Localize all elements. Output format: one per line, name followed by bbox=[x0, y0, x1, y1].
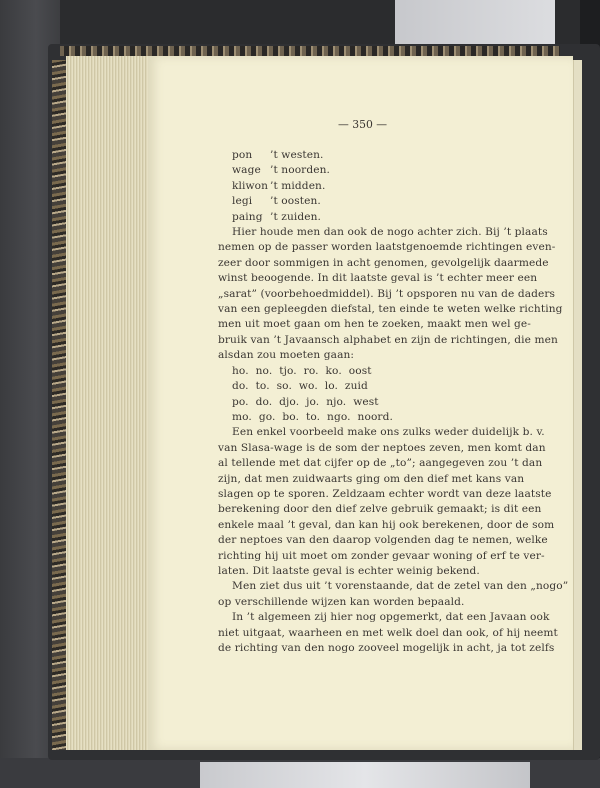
text-line: de richting van den nogo zooveel mogelijk in acht, ja tot zelfs bbox=[218, 642, 555, 654]
direction-word: paing bbox=[232, 210, 263, 223]
text-line: Een enkel voorbeeld make ons zulks weder duidelijk b. v. bbox=[232, 426, 545, 439]
text-line: alsdan zou moeten gaan: bbox=[218, 349, 355, 362]
text-line: men uit moet gaan om hen te zoeken, maakt men wel ge- bbox=[218, 318, 531, 331]
text-line: winst beoogende. In dit laatste geval is ’t echter meer een bbox=[218, 272, 538, 285]
page-number: — 350 — bbox=[338, 118, 388, 131]
direction-value: ’t noorden. bbox=[270, 164, 330, 177]
direction-row bbox=[218, 148, 514, 163]
syllable-row: do. to. so. wo. lo. zuid bbox=[232, 380, 368, 393]
text-line: laten. Dit laatste geval is echter weinig bekend. bbox=[218, 564, 480, 577]
marbled-top-edge bbox=[60, 46, 560, 56]
text-line: niet uitgaat, waarheen en met welk doel dan ook, of hij neemt bbox=[218, 626, 558, 639]
text-line: zeer door sommigen in acht genomen, gevolgelijk daarmede bbox=[218, 256, 549, 269]
page-edges bbox=[66, 56, 149, 750]
direction-value: ’t zuiden. bbox=[270, 210, 322, 223]
background-bottom-strip bbox=[200, 762, 530, 788]
syllable-row: po. do. djo. jo. njo. west bbox=[232, 395, 379, 408]
text-line: berekening door den dief zelve gebruik gemaakt; is dit een bbox=[218, 503, 542, 516]
direction-value: ’t westen. bbox=[270, 149, 324, 161]
background-top-strip bbox=[395, 0, 555, 48]
page-text bbox=[218, 148, 569, 656]
text-line: nemen op de passer worden laatstgenoemde richtingen even- bbox=[218, 241, 556, 254]
direction-row bbox=[218, 179, 514, 194]
syllable-row: mo. go. bo. to. ngo. noord. bbox=[232, 410, 393, 423]
text-line: Hier houde men dan ook de nogo achter zich. Bij ’t plaats bbox=[232, 226, 548, 239]
text-line: van een gepleegden diefstal, ten einde te weten welke richting bbox=[218, 303, 563, 316]
text-line: richting hij uit moet om zonder gevaar woning of erf te ver- bbox=[218, 549, 545, 562]
text-line: slagen op te sporen. Zeldzaam echter wordt van deze laatste bbox=[218, 487, 552, 500]
marbled-spine bbox=[52, 60, 66, 750]
direction-word: wage bbox=[232, 164, 261, 177]
direction-row bbox=[218, 210, 514, 225]
direction-word: pon bbox=[232, 149, 253, 161]
syllable-row: ho. no. tjo. ro. ko. oost bbox=[232, 364, 372, 377]
text-line: op verschillende wijzen kan worden bepaald. bbox=[218, 595, 465, 608]
text-line: In ’t algemeen zij hier nog opgemerkt, dat een Javaan ook bbox=[232, 611, 550, 624]
page-right-edge bbox=[573, 60, 582, 750]
text-line: bruik van ’t Javaansch alphabet en zijn de richtingen, die men bbox=[218, 333, 558, 346]
text-line: al tellende met dat cijfer op de „to”; aangegeven zou ’t dan bbox=[218, 457, 543, 470]
text-line: Men ziet dus uit ’t vorenstaande, dat de zetel van den „nogo” bbox=[232, 580, 569, 593]
text-line: zijn, dat men zuidwaarts ging om den dief met kans van bbox=[218, 472, 525, 485]
text-line: der neptoes van den daarop volgenden dag te nemen, welke bbox=[218, 534, 548, 547]
direction-value: ’t midden. bbox=[270, 179, 326, 192]
text-line: „sarat” (voorbehoedmiddel). Bij ’t opsporen nu van de daders bbox=[218, 287, 556, 300]
direction-row bbox=[218, 163, 514, 178]
direction-word: legi bbox=[232, 195, 253, 208]
direction-word: kliwon bbox=[232, 179, 269, 192]
text-line: enkele maal ’t geval, dan kan hij ook berekenen, door de som bbox=[218, 518, 555, 531]
direction-row bbox=[218, 194, 514, 209]
text-line: van Slasa-wage is de som der neptoes zeven, men komt dan bbox=[218, 441, 546, 454]
direction-value: ’t oosten. bbox=[270, 195, 321, 208]
